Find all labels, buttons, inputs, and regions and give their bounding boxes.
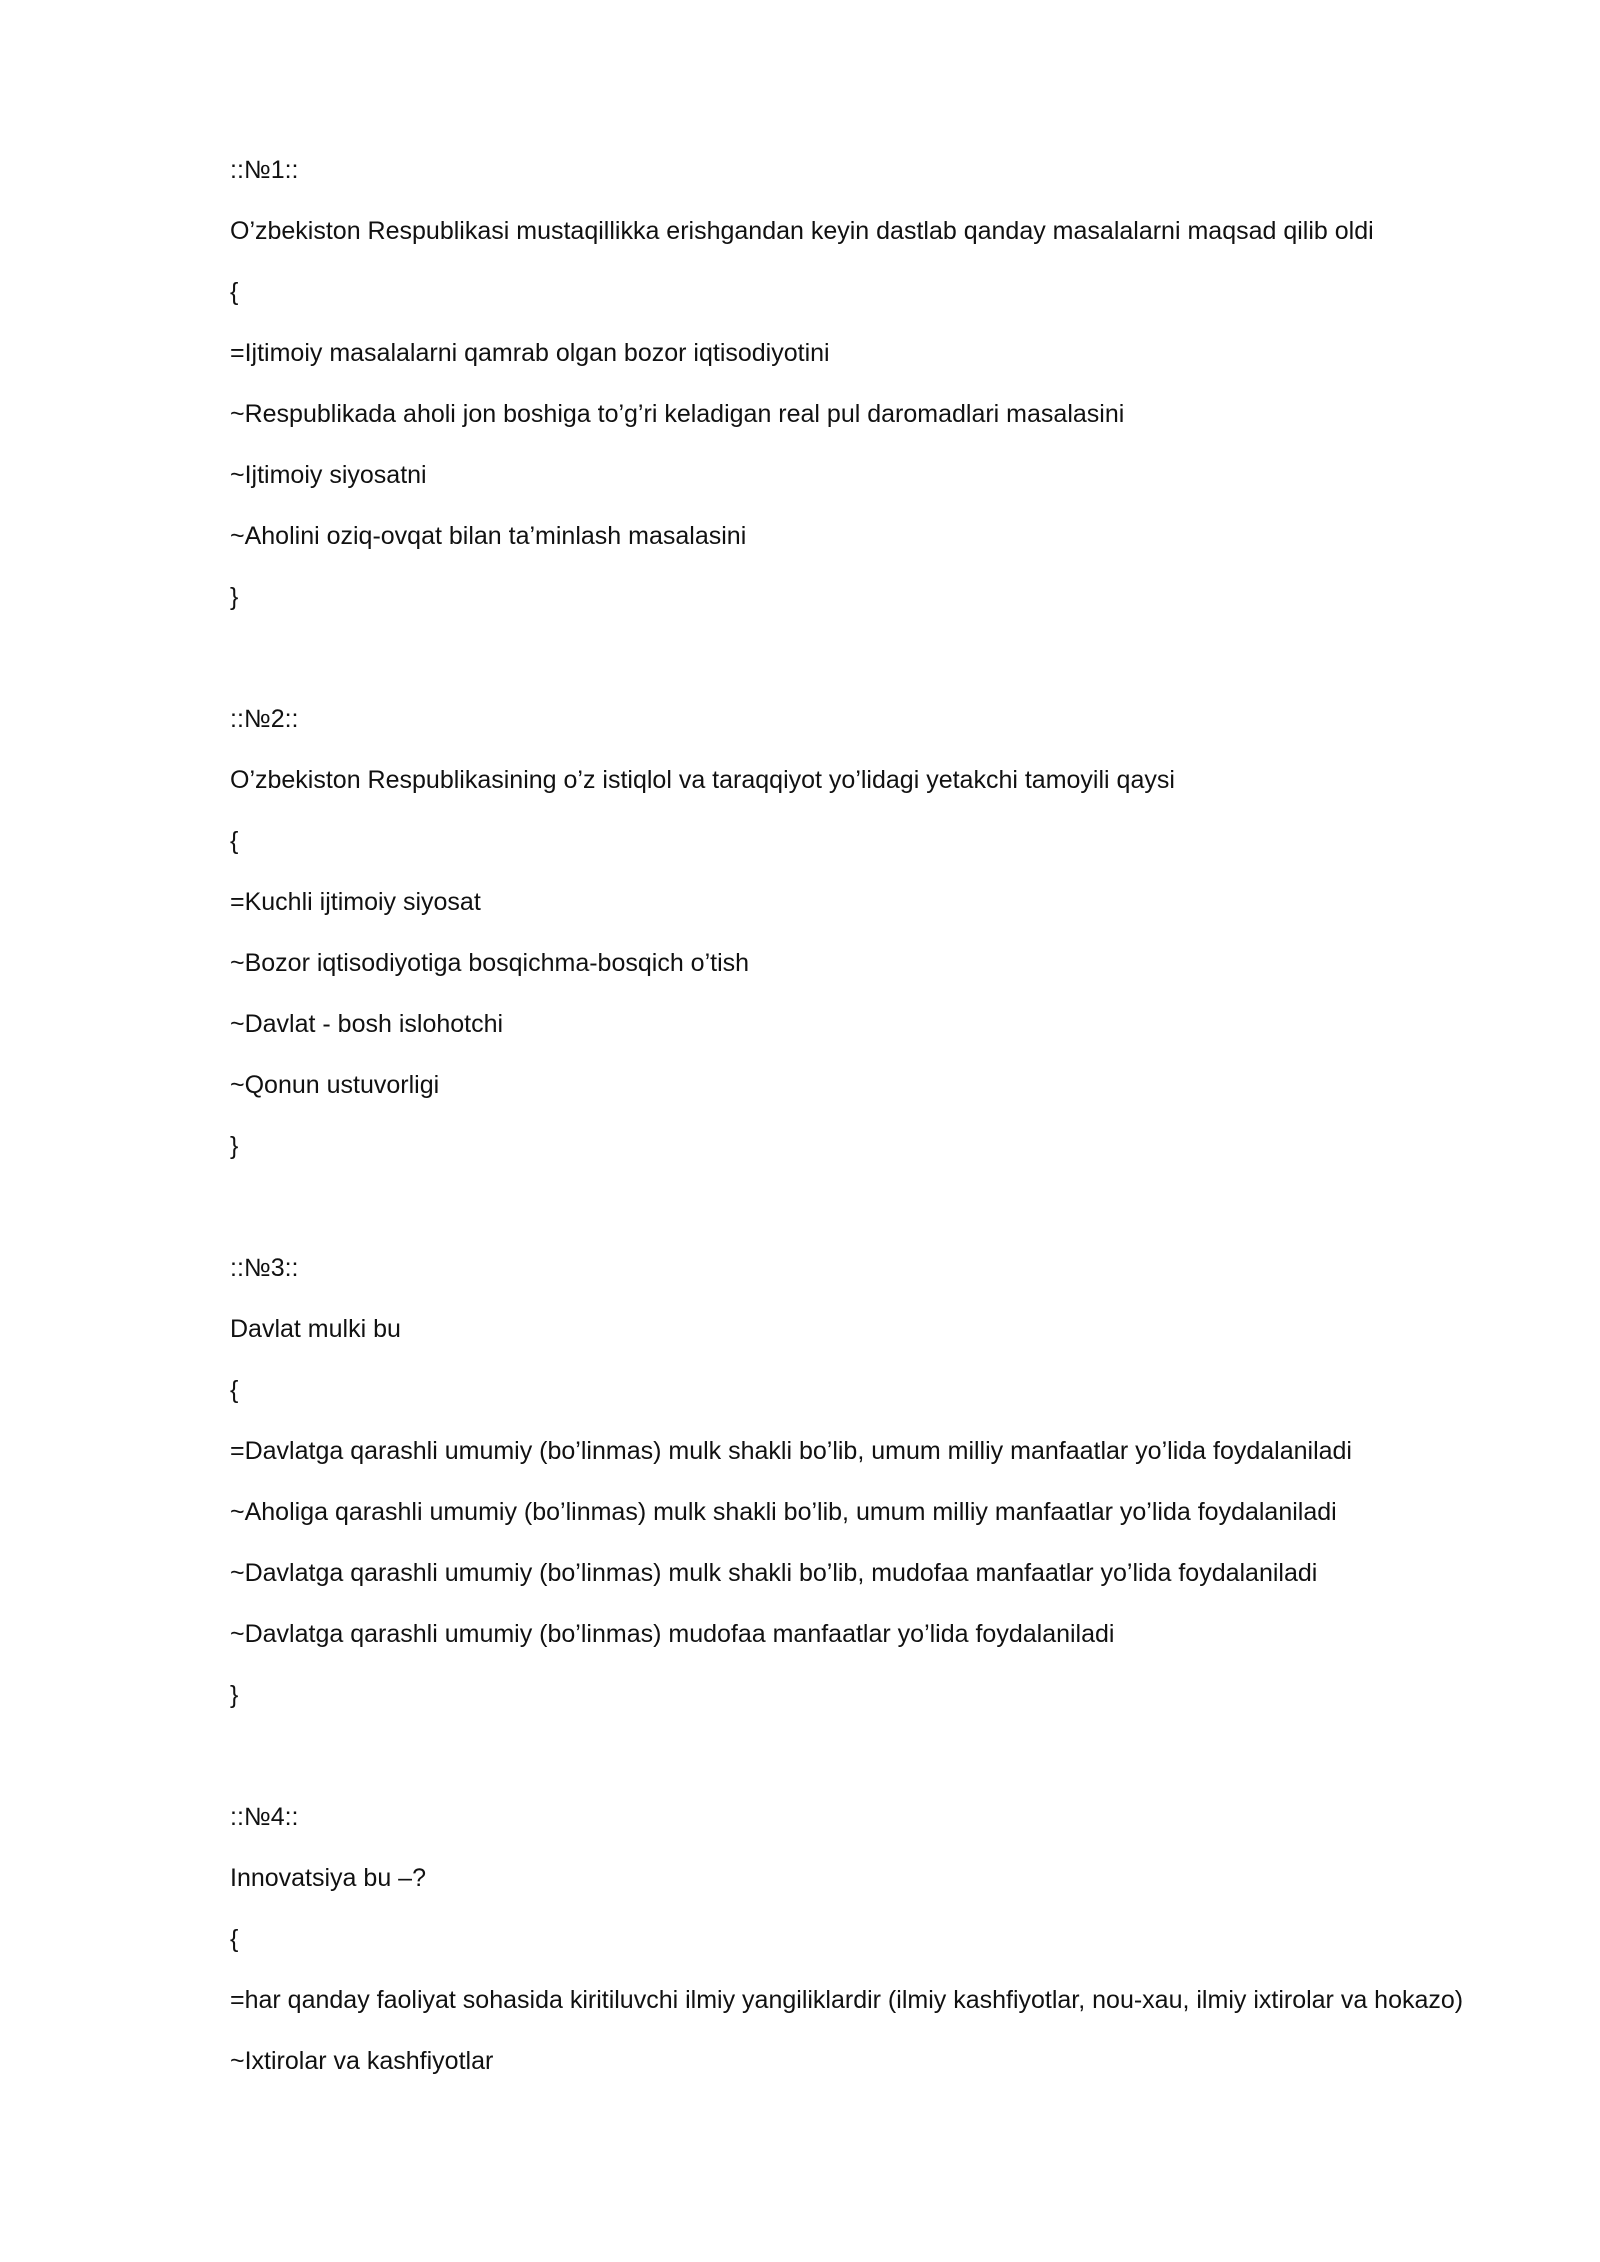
- open-brace: {: [230, 1925, 239, 1953]
- open-brace: {: [230, 827, 239, 855]
- document-content: [230, 150, 1500, 2102]
- answer-option: =Ijtimoiy masalalarni qamrab olgan bozor iqtisodiyotini: [230, 339, 830, 367]
- answer-option: ~Aholiga qarashli umumiy (bo’linmas) mulk shakli bo’lib, umum milliy manfaatlar yo’lida foydalaniladi: [230, 1498, 1337, 1526]
- answer-option: ~Qonun ustuvorligi: [230, 1071, 440, 1099]
- open-brace: {: [230, 1376, 239, 1404]
- question-block-1: [230, 150, 1500, 617]
- answer-option: ~Davlatga qarashli umumiy (bo’linmas) mulk shakli bo’lib, mudofaa manfaatlar yo’lida foydalaniladi: [230, 1559, 1318, 1587]
- question-text: Davlat mulki bu: [230, 1315, 401, 1343]
- answer-option: =Kuchli ijtimoiy siyosat: [230, 888, 481, 916]
- question-marker: ::№4::: [230, 1803, 299, 1831]
- question-text: Innovatsiya bu –?: [230, 1864, 426, 1892]
- answer-option: ~Davlatga qarashli umumiy (bo’linmas) mudofaa manfaatlar yo’lida foydalaniladi: [230, 1620, 1115, 1648]
- answer-option: ~Bozor iqtisodiyotiga bosqichma-bosqich o’tish: [230, 949, 750, 977]
- close-brace: }: [230, 1132, 239, 1160]
- close-brace: }: [230, 1681, 239, 1709]
- block-spacer: [230, 1736, 1500, 1797]
- question-marker: ::№3::: [230, 1254, 299, 1282]
- answer-option: ~Aholini oziq-ovqat bilan ta’minlash masalasini: [230, 522, 747, 550]
- answer-option: ~Ixtirolar va kashfiyotlar: [230, 2047, 494, 2075]
- question-text: O’zbekiston Respublikasi mustaqillikka erishgandan keyin dastlab qanday masalalarni maqsad qilib oldi: [230, 217, 1374, 245]
- question-block-2: [230, 699, 1500, 1166]
- answer-option: =Davlatga qarashli umumiy (bo’linmas) mulk shakli bo’lib, umum milliy manfaatlar yo’lida foydalaniladi: [230, 1437, 1352, 1465]
- question-text: O’zbekiston Respublikasining o’z istiqlol va taraqqiyot yo’lidagi yetakchi tamoyili qaysi: [230, 766, 1175, 794]
- close-brace: }: [230, 583, 239, 611]
- answer-option: ~Respublikada aholi jon boshiga to’g’ri keladigan real pul daromadlari masalasini: [230, 400, 1125, 428]
- question-marker: ::№1::: [230, 156, 299, 184]
- answer-option: ~Davlat - bosh islohotchi: [230, 1010, 504, 1038]
- question-block-4: [230, 1797, 1500, 2081]
- block-spacer: [230, 1187, 1500, 1248]
- block-spacer: [230, 638, 1500, 699]
- answer-option: =har qanday faoliyat sohasida kiritiluvchi ilmiy yangiliklardir (ilmiy kashfiyotlar, nou-xau, ilmiy ixtirolar va hokazo): [230, 1986, 1464, 2014]
- question-marker: ::№2::: [230, 705, 299, 733]
- open-brace: {: [230, 278, 239, 306]
- question-block-3: [230, 1248, 1500, 1715]
- answer-option: ~Ijtimoiy siyosatni: [230, 461, 427, 489]
